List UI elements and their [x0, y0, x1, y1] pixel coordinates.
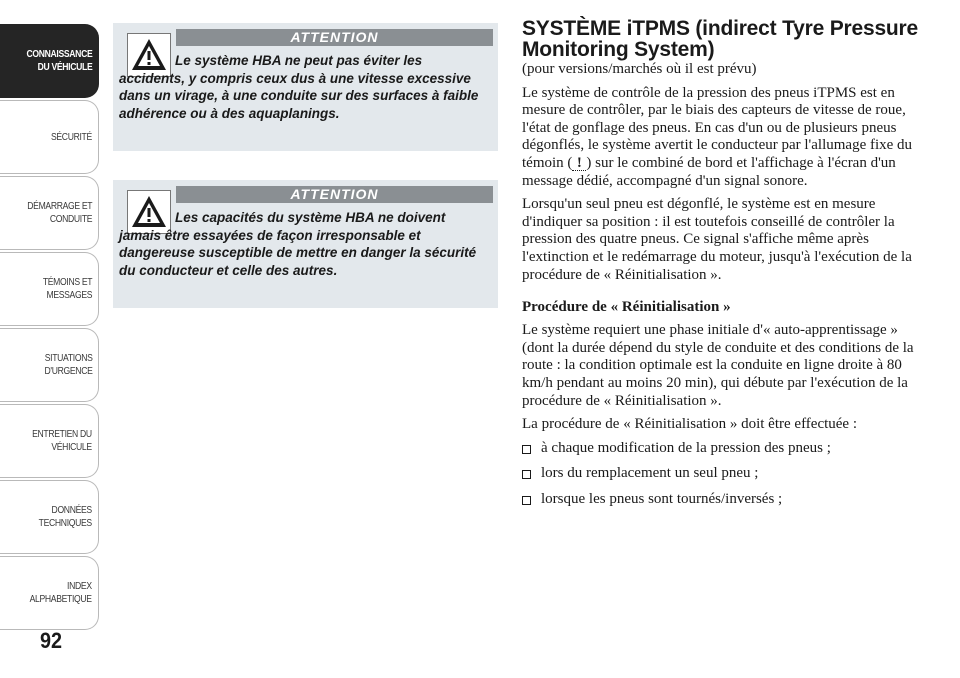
list-item	[522, 491, 922, 509]
square-bullet-icon	[522, 445, 531, 454]
list-item-text: lors du remplacement un seul pneu ;	[541, 465, 759, 482]
list-item-text: lorsque les pneus sont tournés/inversés ;	[541, 490, 783, 507]
tab-securite[interactable]	[0, 100, 99, 174]
tab-label: SITUATIONS D'URGENCE	[44, 352, 92, 377]
attention-heading: ATTENTION	[176, 29, 493, 46]
paragraph: Le système de contrôle de la pression des pneus iTPMS est en mesure de contrôler, par le biais des capteurs de vitesse de roue, l'état de gonflage des pneus. En cas d'un ou de plusieurs pneus dégonflés, le système avertit le conducteur par l'allumage fixe du témoin ( ! ) sur le combiné de bord et l'affichage à l'écran d'un message dédié, accompagné d'un signal sonore.	[522, 84, 913, 189]
paragraph: La procédure de « Réinitialisation » doit être effectuée :	[522, 416, 858, 433]
tab-demarrage-et-conduite[interactable]	[0, 176, 99, 250]
tab-index-alphabetique[interactable]	[0, 556, 99, 630]
tab-label: DONNÉES TECHNIQUES	[38, 504, 92, 529]
paragraph: Lorsqu'un seul pneu est dégonflé, le système est en mesure d'indiquer sa position : il est toutefois conseillé de contrôler la pression des quatre pneus. Ce signal s'affiche même après l'extinction et le redémarrage du moteur, jusqu'à l'exécution de la procédure de « Réinitialisation ».	[522, 196, 912, 283]
tab-temoins-et-messages[interactable]	[0, 252, 99, 326]
tab-label: DÉMARRAGE ET CONDUITE	[27, 200, 92, 225]
tab-label: TÉMOINS ET MESSAGES	[42, 276, 92, 301]
list-item	[522, 440, 922, 458]
paragraph: Le système requiert une phase initiale d'« auto-apprentissage » (dont la durée dépend du style de conduite et des conditions de la route : la condition optimale est la conduite en ligne droite à 80 km/h pendant au moins 20 min), qui débute par l'exécution de la procédure de « Réinitialisation ».	[522, 322, 914, 409]
page-number: 92	[40, 628, 63, 653]
attention-text: Le système HBA ne peut pas éviter les accidents, y compris ceux dus à une vitesse excessive dans un virage, à une conduite sur des surfaces à faible adhérence ou à des aquaplanings.	[119, 53, 479, 121]
attention-box	[113, 23, 498, 151]
attention-box	[113, 180, 498, 308]
tab-situations-d-urgence[interactable]	[0, 328, 99, 402]
article-title: SYSTÈME iTPMS (indirect Tyre Pressure Monitoring System)	[522, 17, 918, 61]
section-heading: Procédure de « Réinitialisation »	[522, 299, 731, 316]
tab-entretien-du-vehicule[interactable]	[0, 404, 99, 478]
tab-label: SÉCURITÉ	[51, 130, 92, 143]
itpms-article	[522, 18, 922, 516]
tab-donnees-techniques[interactable]	[0, 480, 99, 554]
article-subtitle: (pour versions/marchés où il est prévu)	[522, 61, 757, 77]
list-item-text: à chaque modification de la pression des pneus ;	[541, 439, 831, 456]
bullet-list	[522, 440, 922, 509]
tyre-warning-icon: !	[572, 156, 586, 171]
attention-heading: ATTENTION	[176, 186, 493, 203]
tab-label: ENTRETIEN DU VÉHICULE	[32, 428, 92, 453]
paragraph-text: sur le combiné de bord et l'affichage à l'écran d'un message dédié, accompagné d'un signal sonore.	[522, 154, 896, 189]
square-bullet-icon	[522, 496, 531, 505]
square-bullet-icon	[522, 470, 531, 479]
list-item	[522, 465, 922, 483]
tab-label: INDEX ALPHABETIQUE	[29, 580, 92, 605]
tab-connaissance-du-vehicule[interactable]	[0, 24, 99, 98]
attention-text: Les capacités du système HBA ne doivent jamais être essayées de façon irresponsable et dangereuse susceptible de mettre en danger la sécurité du conducteur et celle des autres.	[119, 210, 477, 278]
paragraph-text: Le système de contrôle de la pression des pneus iTPMS est en mesure de contrôler, par le biais des capteurs de vitesse de roue, l'état de gonflage des pneus. En cas d'un ou de plusieurs pneus dégonflés, le système avertit le conducteur par l'allumage fixe du témoin	[522, 84, 913, 171]
tab-label: CONNAISSANCE DU VÉHICULE	[26, 48, 92, 73]
